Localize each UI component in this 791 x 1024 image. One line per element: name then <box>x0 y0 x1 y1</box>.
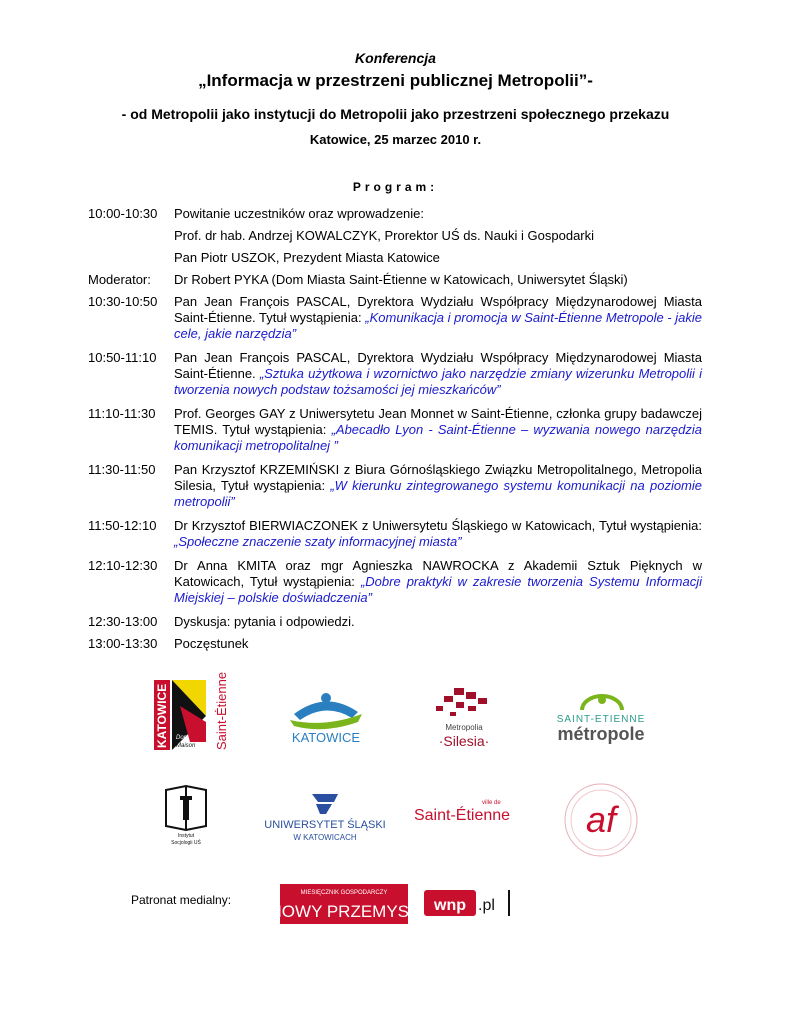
talk-title: „Sztuka użytkowa i wzornictwo jako narzędzie zmiany wizerunku Metropolii i tworzenia nowych podstaw tożsamości jej mieszkańców” <box>174 366 702 397</box>
program-time: Moderator: <box>88 272 151 287</box>
program-row <box>88 406 702 454</box>
program-row <box>88 558 702 606</box>
program-text: Pan Jean François PASCAL, Dyrektora Wydziału Współpracy Międzynarodowej Miasta Saint-Étienne. Tytuł wystąpienia: <box>174 294 702 325</box>
program-text: Pan Jean François PASCAL, Dyrektora Wydziału Współpracy Międzynarodowej Miasta Saint-Étienne. <box>174 350 702 381</box>
metropolia-silesia-logo <box>430 688 498 752</box>
talk-title: „Społeczne znaczenie szaty informacyjnej miasta” <box>174 534 462 549</box>
talk-title: „W kierunku zintegrowanego systemu komunikacji na poziomie metropolii” <box>174 478 703 509</box>
katowice-logo <box>284 684 368 746</box>
program-text: Prof. dr hab. Andrzej KOWALCZYK, Prorektor UŚ ds. Nauki i Gospodarki <box>174 228 595 243</box>
program-text: Dr Krzysztof BIERWIACZONEK z Uniwersytetu Śląskiego w Katowicach, Tytuł wystąpienia: <box>174 518 702 533</box>
patronat-label: Patronat medialny: <box>131 893 232 907</box>
conference-kicker: Konferencja <box>355 50 436 66</box>
ville-small-text: ville de <box>482 800 501 806</box>
program-text: Prof. Georges GAY z Uniwersytetu Jean Monnet w Saint-Étienne, członka grupy badawczej TEMIS. Tytuł wystąpienia: <box>174 406 702 437</box>
program-time: 10:30-10:50 <box>88 294 158 309</box>
program-row <box>88 250 702 266</box>
talk-title: „Abecadło Lyon - Saint-Étienne – wyzwania nowego narzędzia komunikacji metropolitalnej ” <box>174 422 702 453</box>
instytut-socjologii-logo <box>162 782 210 846</box>
instytut-text-2: Socjologii UŚ <box>171 840 201 846</box>
program-time <box>88 228 174 244</box>
conference-title: „Informacja w przestrzeni publicznej Metropolii”- <box>198 71 593 90</box>
np-name-text: NOWY PRZEMYSŁ <box>269 902 419 921</box>
program-text: Pan Krzysztof KRZEMIŃSKI z Biura Górnośląskiego Związku Metropolitalnego, Metropolia Silesia, Tytuł wystąpienia: <box>174 462 702 493</box>
program-row <box>88 462 702 510</box>
wnp-logo <box>424 886 514 920</box>
program-row <box>88 294 702 342</box>
program-row <box>88 228 702 244</box>
dom-katowice-text: KATOWICE <box>155 683 169 748</box>
program-row <box>88 350 702 398</box>
silesia-top-text: Metropolia <box>445 723 483 732</box>
dom-small-text-2: Maison <box>176 743 196 749</box>
wnp-pl-text: .pl <box>478 897 495 914</box>
dom-se-text: Saint-Étienne <box>214 671 229 750</box>
program-text: Poczęstunek <box>174 636 249 651</box>
program-row <box>88 614 702 630</box>
program-row <box>88 206 702 222</box>
af-text: af <box>585 799 617 840</box>
program-time: 12:30-13:00 <box>88 614 158 629</box>
program-text: Dr Robert PYKA (Dom Miasta Saint-Étienne w Katowicach, Uniwersytet Śląski) <box>174 272 628 287</box>
program-text: Powitanie uczestników oraz wprowadzenie: <box>174 206 425 221</box>
program-row <box>88 636 702 652</box>
katowice-text: KATOWICE <box>291 730 361 745</box>
program-time: 12:10-12:30 <box>88 558 158 573</box>
program-row <box>88 518 702 550</box>
talk-title: „Komunikacja i promocja w Saint-Étienne Metropole - jakie cele, jakie narzędzia” <box>174 310 702 341</box>
program-time: 10:00-10:30 <box>88 206 158 221</box>
uniwersytet-slaski-logo <box>262 788 388 844</box>
wnp-text: wnp <box>434 897 466 914</box>
alliance-francaise-logo <box>556 780 646 860</box>
us-city-text: W KATOWICACH <box>293 833 357 842</box>
dom-small-text: Dom <box>176 735 189 741</box>
saint-etienne-metropole-logo <box>548 688 654 746</box>
us-name-text: UNIWERSYTET ŚLĄSKI <box>264 819 386 831</box>
program-time: 11:30-11:50 <box>88 462 156 477</box>
program-text: Dyskusja: pytania i odpowiedzi. <box>174 614 355 629</box>
np-top-text: MIESIĘCZNIK GOSPODARCZY <box>300 890 388 896</box>
ville-saint-etienne-logo <box>406 794 518 828</box>
conference-subtitle: - od Metropolii jako instytucji do Metropolii jako przestrzeni społecznego przekazu <box>121 106 670 122</box>
silesia-text: ·Silesia· <box>438 733 490 749</box>
se-metropole-top-text: SAINT-ETIENNE <box>556 714 646 725</box>
program-row <box>88 272 702 288</box>
program-list <box>88 206 702 658</box>
talk-title: „Dobre praktyki w zakresie tworzenia Systemu Informacji Miejskiej – polskie doświadczenia” <box>174 574 702 605</box>
program-text: Pan Piotr USZOK, Prezydent Miasta Katowice <box>174 250 440 265</box>
program-time: 13:00-13:30 <box>88 636 158 651</box>
ville-name-text: Saint-Étienne <box>413 807 511 824</box>
program-time: 10:50-11:10 <box>88 350 157 365</box>
program-heading: Program: <box>352 180 439 194</box>
program-time: 11:50-12:10 <box>88 518 157 533</box>
program-time: 11:10-11:30 <box>88 406 156 421</box>
program-time <box>88 250 174 266</box>
program-text: Dr Anna KMITA oraz mgr Agnieszka NAWROCKA z Akademii Sztuk Pięknych w Katowicach, Tytuł wystąpienia: <box>174 558 702 589</box>
conference-date: Katowice, 25 marzec 2010 r. <box>309 132 482 147</box>
dom-miasta-logo <box>152 671 234 754</box>
nowy-przemysl-logo <box>269 884 419 924</box>
se-metropole-text: métropole <box>557 724 645 744</box>
instytut-text: Instytut <box>177 833 195 839</box>
